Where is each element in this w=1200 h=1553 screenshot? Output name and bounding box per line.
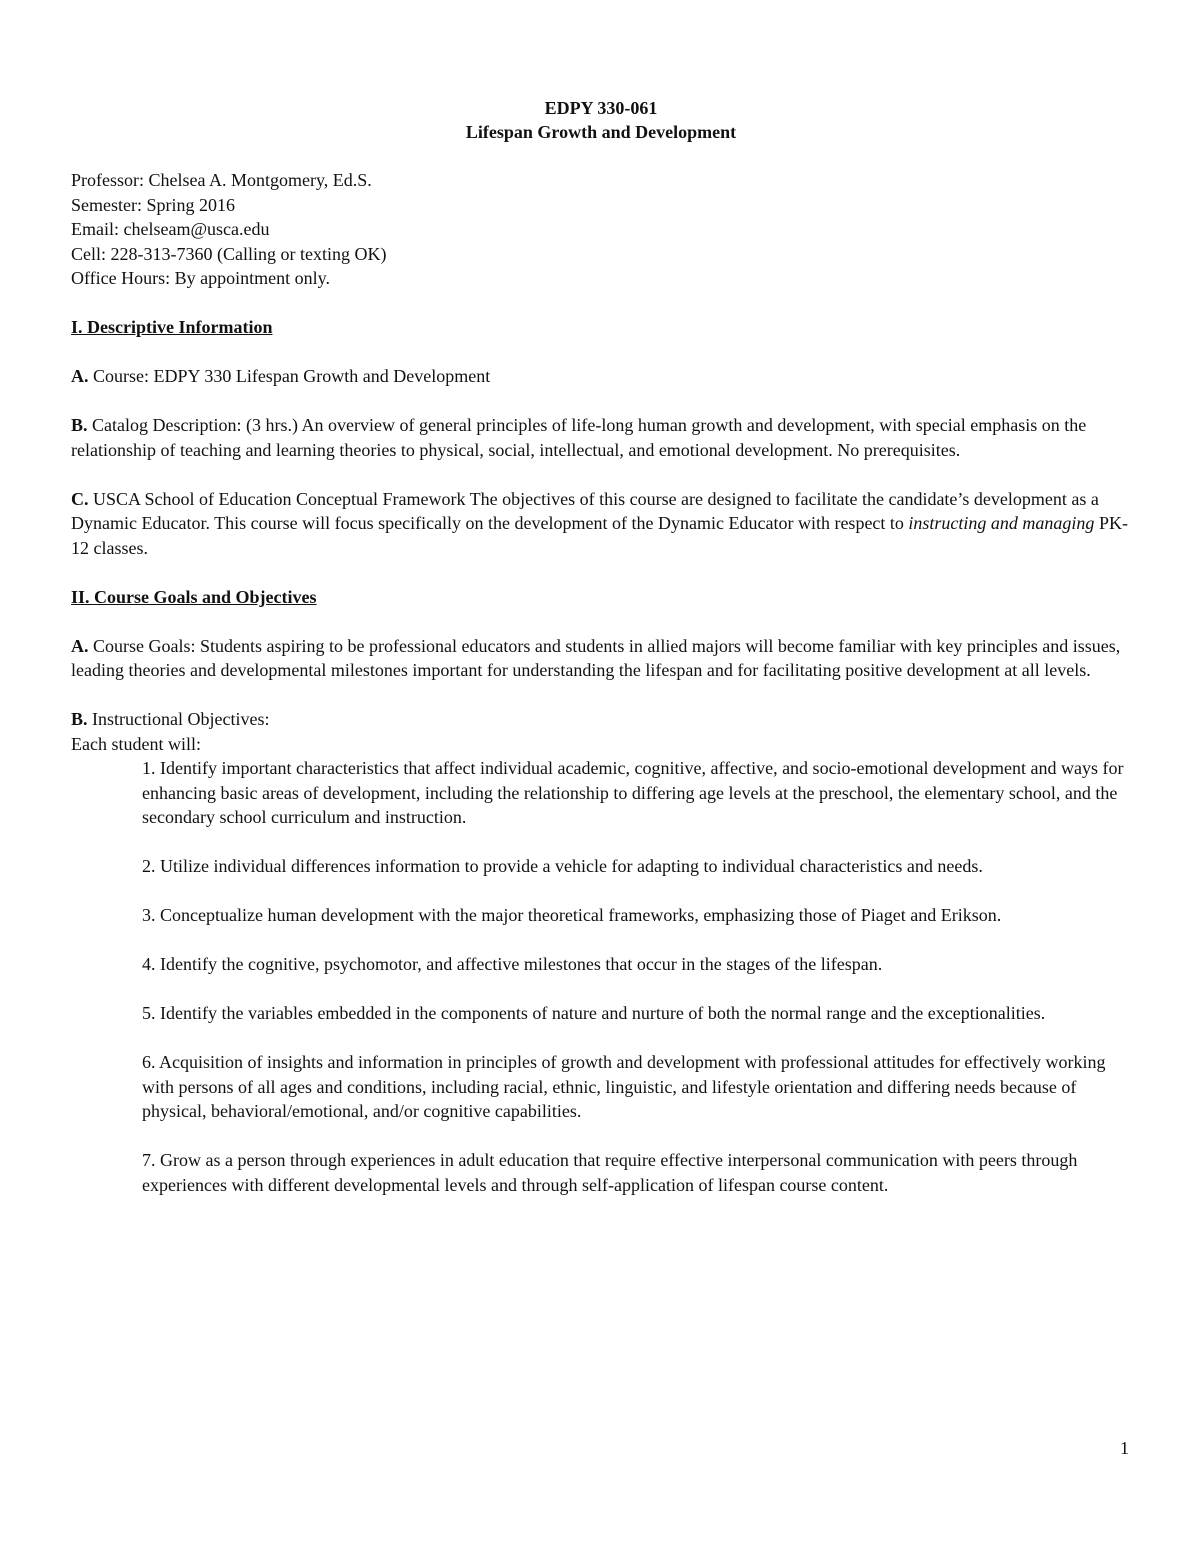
course-title: Lifespan Growth and Development — [465, 122, 737, 142]
item-text: Course Goals: Students aspiring to be professional educators and students in allied majors will become familiar with key principles and issues, leading theories and developmental milestones important for understanding the lifespan and for facilitating positive development at all levels. — [71, 635, 1121, 680]
spacer — [71, 291, 1131, 316]
spacer — [142, 879, 1131, 904]
item-label: A. — [71, 366, 89, 386]
item-text-italic: instructing and managing — [908, 513, 1095, 533]
spacer — [142, 1026, 1131, 1051]
objectives-list — [71, 756, 1131, 1197]
item-label: B. — [71, 709, 88, 729]
paragraph-catalog-description — [71, 413, 1131, 462]
semester-line: Semester: Spring 2016 — [71, 194, 235, 215]
office-hours-line: Office Hours: By appointment only. — [71, 268, 330, 288]
spacer — [142, 928, 1131, 953]
objective-item: 4. Identify the cognitive, psychomotor, and affective milestones that occur in the stages of the lifespan. — [142, 954, 883, 974]
objective-item: 2. Utilize individual differences information to provide a vehicle for adapting to individual characteristics and needs. — [142, 856, 983, 876]
spacer — [71, 683, 1131, 708]
objective-item: 7. Grow as a person through experiences in adult education that require effective interpersonal communication with peers through experiences with different developmental levels and through self-application of lifespan course content. — [142, 1150, 1078, 1195]
section-heading-course-goals: II. Course Goals and Objectives — [71, 586, 317, 607]
document-page — [71, 96, 1131, 1197]
section-heading-descriptive-information: I. Descriptive Information — [71, 317, 273, 337]
spacer — [142, 830, 1131, 855]
email-line: Email: chelseam@usca.edu — [71, 219, 270, 239]
item-label: A. — [71, 635, 89, 656]
paragraph-instructional-objectives — [71, 707, 1131, 732]
page-number: 1 — [1120, 1438, 1129, 1458]
paragraph-conceptual-framework — [71, 487, 1131, 561]
objective-item: 3. Conceptualize human development with the major theoretical frameworks, emphasizing those of Piaget and Erikson. — [142, 905, 1002, 925]
paragraph-course — [71, 364, 1131, 389]
item-text: USCA School of Education Conceptual Framework The objectives of this course are designed to facilitate the candidate’s development as a Dynamic Educator. This course will focus specifically on the development of the Dynamic Educator with respect to — [71, 488, 1099, 533]
spacer — [71, 340, 1131, 365]
objective-item: 1. Identify important characteristics that affect individual academic, cognitive, affective, and socio-emotional development and ways for enhancing basic areas of development, including the relationship to differing age levels at the preschool, the elementary school, and the secondary school curriculum and instruction. — [142, 758, 1124, 827]
course-code: EDPY 330-061 — [544, 98, 658, 118]
professor-line: Professor: Chelsea A. Montgomery, Ed.S. — [71, 170, 372, 190]
item-text-end: PK-12 classes. — [71, 513, 1128, 558]
spacer — [142, 1124, 1131, 1149]
item-label: C. — [71, 488, 89, 509]
info-block — [71, 168, 1131, 291]
spacer — [142, 977, 1131, 1002]
objective-item: 5. Identify the variables embedded in the components of nature and nurture of both the normal range and the exceptionalities. — [142, 1003, 1046, 1023]
spacer — [71, 144, 1131, 168]
objective-item: 6. Acquisition of insights and information in principles of growth and development with professional attitudes for effectively working with persons of all ages and conditions, including racial, ethnic, linguistic, and lifestyle orientation and differing needs because of physical, behavioral/emotional, and/or cognitive capabilities. — [142, 1052, 1106, 1121]
item-text: Catalog Description: (3 hrs.) An overview of general principles of life-long human growth and development, with special emphasis on the relationship of teaching and learning theories to physical, social, intellectual, and emotional development. No prerequisites. — [71, 415, 1087, 460]
spacer — [71, 389, 1131, 414]
item-label: B. — [71, 415, 88, 435]
spacer — [71, 462, 1131, 487]
item-text: Course: EDPY 330 Lifespan Growth and Development — [93, 366, 491, 386]
spacer — [71, 560, 1131, 585]
each-student-line: Each student will: — [71, 733, 201, 754]
paragraph-course-goals — [71, 634, 1131, 683]
item-text: Instructional Objectives: — [92, 709, 270, 729]
spacer — [71, 609, 1131, 634]
cell-line: Cell: 228-313-7360 (Calling or texting OK) — [71, 243, 387, 264]
